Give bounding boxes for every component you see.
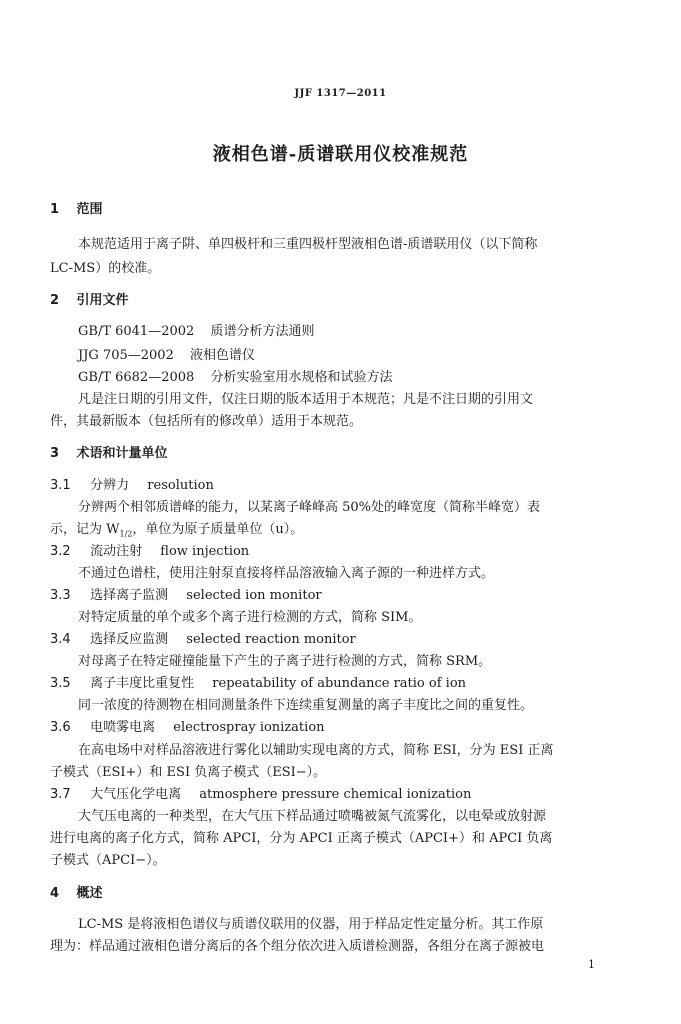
paragraph-line: 不通过色谱柱，使用注射泵直接将样品溶液输入离子源的一种进样方式。 <box>78 566 495 581</box>
paragraph-line: LC-MS 是将液相色谱仪与质谱仪联用的仪器，用于样品定性定量分析。其工作原 <box>78 917 544 932</box>
term-chinese: 分辨力 <box>90 478 130 493</box>
term-number: 3.7 <box>50 787 71 802</box>
term-english: resolution <box>147 478 214 493</box>
paragraph-line: 进行电离的离子化方式，简称 APCI，分为 APCI 正离子模式（APCI+）和 APCI 负离 <box>50 831 553 846</box>
term-3-5-heading <box>50 672 640 691</box>
term-chinese: 选择反应监测 <box>90 632 169 647</box>
term-chinese: 离子丰度比重复性 <box>90 676 195 691</box>
term-chinese: 电喷雾电离 <box>90 720 156 735</box>
term-number: 3.5 <box>50 676 71 691</box>
term-3-2-heading <box>50 540 640 559</box>
document-title: 液相色谱-质谱联用仪校准规范 <box>212 144 469 165</box>
paragraph-line: 分辨两个相邻质谱峰的能力，以某离子峰峰高 50%处的峰宽度（简称半峰宽）表 <box>78 500 541 515</box>
reference-item <box>78 366 668 385</box>
term-number: 3.3 <box>50 588 71 603</box>
paragraph-line: 子模式（ESI+）和 ESI 负离子模式（ESI−）。 <box>50 765 327 780</box>
text-run: ，单位为原子质量单位（u）。 <box>132 522 304 537</box>
paragraph-line: 在高电场中对样品溶液进行雾化以辅助实现电离的方式，简称 ESI，分为 ESI 正离 <box>78 743 554 758</box>
term-number: 3.2 <box>50 544 71 559</box>
section-title: 引用文件 <box>76 293 129 308</box>
term-number: 3.6 <box>50 720 71 735</box>
paragraph-line: 理为：样品通过液相色谱分离后的各个组分依次进入质谱检测器，各组分在离子源被电 <box>50 939 545 954</box>
section-number: 1 <box>50 202 60 217</box>
paragraph-line: 对特定质量的单个或多个离子进行检测的方式，简称 SIM。 <box>78 610 422 625</box>
reference-name: 液相色谱仪 <box>189 348 255 363</box>
reference-name: 分析实验室用水规格和试验方法 <box>210 370 393 385</box>
section-title: 范围 <box>76 202 103 217</box>
standard-header: JJF 1317—2011 <box>294 88 387 99</box>
reference-item <box>78 344 668 363</box>
paragraph-line: 子模式（APCI−）。 <box>50 853 166 868</box>
term-english: electrospray ionization <box>173 720 325 735</box>
subscript: 1/2 <box>119 529 133 539</box>
page-number: 1 <box>588 958 595 971</box>
section-number: 3 <box>50 446 60 461</box>
section-3-heading <box>50 442 640 461</box>
section-4-heading <box>50 882 640 901</box>
section-1-heading <box>50 198 640 217</box>
paragraph-line: 大气压电离的一种类型，在大气压下样品通过喷嘴被氮气流雾化，以电晕或放射源 <box>78 809 547 824</box>
text-run: 示，记为 W <box>50 522 120 537</box>
section-title: 概述 <box>76 886 103 901</box>
section-title: 术语和计量单位 <box>76 446 168 461</box>
reference-code: GB/T 6682—2008 <box>78 370 195 385</box>
paragraph-line: 本规范适用于离子阱、单四极杆和三重四极杆型液相色谱-质谱联用仪（以下简称 <box>78 237 538 252</box>
section-number: 4 <box>50 886 60 901</box>
paragraph-line: 件，其最新版本（包括所有的修改单）适用于本规范。 <box>50 414 363 429</box>
section-number: 2 <box>50 293 60 308</box>
reference-code: JJG 705—2002 <box>78 348 174 363</box>
paragraph-line: 对母离子在特定碰撞能量下产生的子离子进行检测的方式，简称 SRM。 <box>78 654 492 669</box>
term-chinese: 选择离子监测 <box>90 588 169 603</box>
term-english: atmosphere pressure chemical ionization <box>199 787 472 802</box>
reference-item <box>78 320 668 339</box>
paragraph-line: 凡是注日期的引用文件，仅注日期的版本适用于本规范；凡是不注日期的引用文 <box>78 392 534 407</box>
term-chinese: 流动注射 <box>90 544 143 559</box>
section-2-heading <box>50 289 640 308</box>
reference-name: 质谱分析方法通则 <box>210 324 315 339</box>
paragraph-line: LC-MS）的校准。 <box>50 261 161 276</box>
term-english: flow injection <box>160 544 250 559</box>
term-number: 3.1 <box>50 478 71 493</box>
paragraph-line: 同一浓度的待测物在相同测量条件下连续重复测量的离子丰度比之间的重复性。 <box>78 698 534 713</box>
term-3-4-heading <box>50 628 640 647</box>
term-english: selected reaction monitor <box>186 632 356 647</box>
term-english: repeatability of abundance ratio of ion <box>212 676 467 691</box>
term-3-6-heading <box>50 716 640 735</box>
term-3-7-heading <box>50 783 640 802</box>
term-3-1-heading <box>50 474 640 493</box>
paragraph-line <box>50 518 640 539</box>
term-english: selected ion monitor <box>186 588 322 603</box>
term-chinese: 大气压化学电离 <box>90 787 182 802</box>
term-number: 3.4 <box>50 632 71 647</box>
reference-code: GB/T 6041—2002 <box>78 324 195 339</box>
term-3-3-heading <box>50 584 640 603</box>
